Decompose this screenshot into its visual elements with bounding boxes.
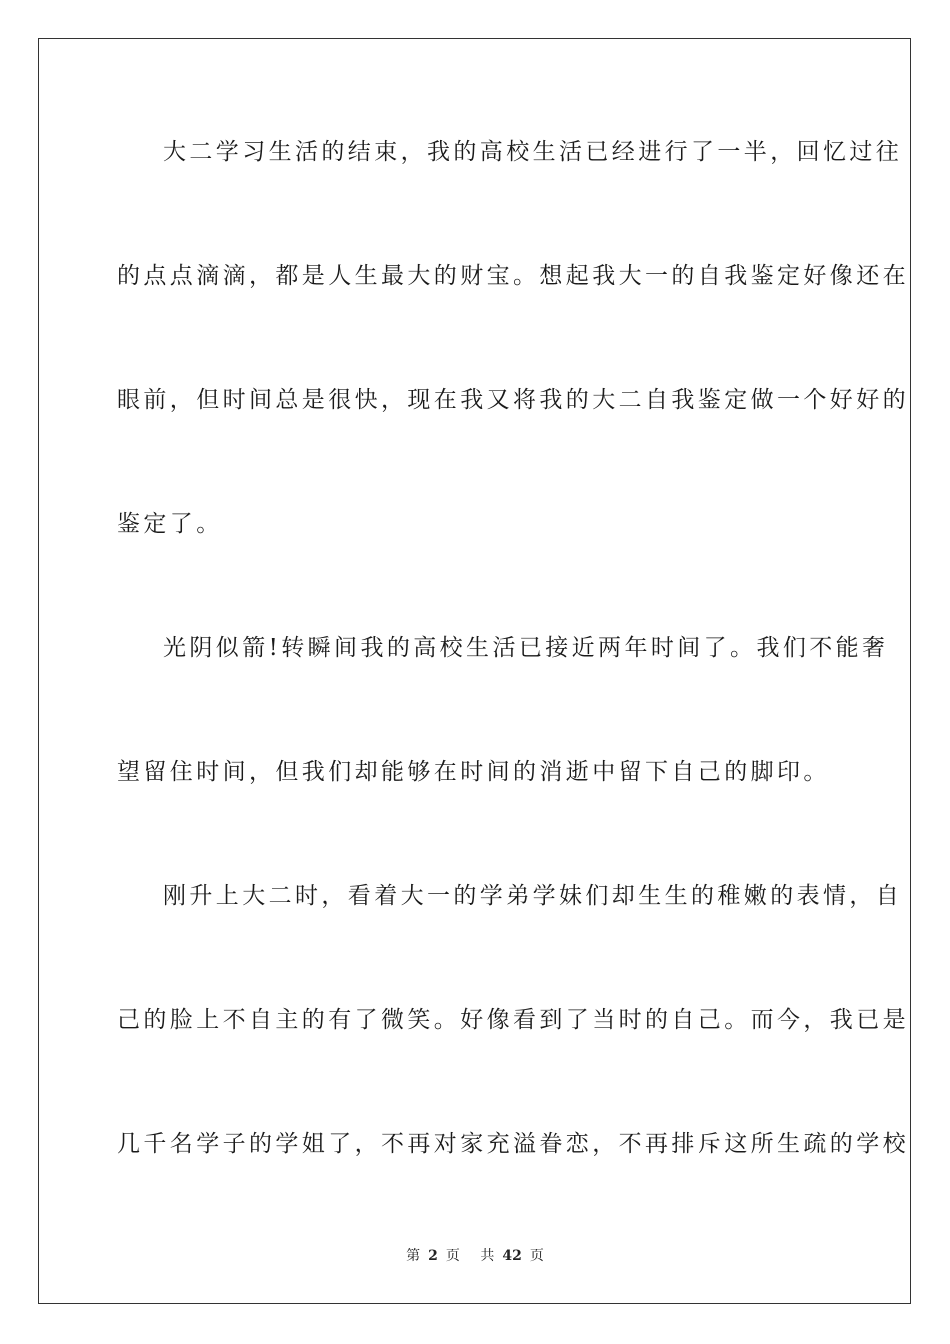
paragraph-1-line-1: 大二学习生活的结束，我的高校生活已经进行了一半，回忆过往 [163, 139, 903, 165]
total-prefix: 共 [480, 1248, 495, 1264]
paragraph-1-line-3: 眼前，但时间总是很快，现在我又将我的大二自我鉴定做一个好好的 [117, 387, 909, 413]
paragraph-3-line-1: 刚升上大二时，看着大一的学弟学妹们却生生的稚嫩的表情，自 [163, 883, 903, 909]
page-footer [0, 1247, 950, 1265]
paragraph-3-line-3: 几千名学子的学姐了，不再对家充溢眷恋，不再排斥这所生疏的学校 [117, 1131, 909, 1157]
page-prefix: 第 [406, 1248, 421, 1264]
page-number: 2 [428, 1248, 438, 1264]
paragraph-3-line-2: 己的脸上不自主的有了微笑。好像看到了当时的自己。而今，我已是 [117, 1007, 909, 1033]
paragraph-2-line-2: 望留住时间，但我们却能够在时间的消逝中留下自己的脚印。 [117, 759, 830, 785]
total-suffix: 页 [529, 1248, 544, 1264]
paragraph-1-line-4: 鉴定了。 [117, 511, 223, 537]
page-suffix: 页 [445, 1248, 460, 1264]
paragraph-2-line-1: 光阴似箭!转瞬间我的高校生活已接近两年时间了。我们不能奢 [163, 635, 889, 661]
page-border [38, 38, 911, 1304]
total-pages-indicator [476, 1248, 547, 1264]
total-number: 42 [502, 1248, 522, 1264]
paragraph-1-line-2: 的点点滴滴，都是人生最大的财宝。想起我大一的自我鉴定好像还在 [117, 263, 909, 289]
page-indicator [402, 1248, 464, 1264]
